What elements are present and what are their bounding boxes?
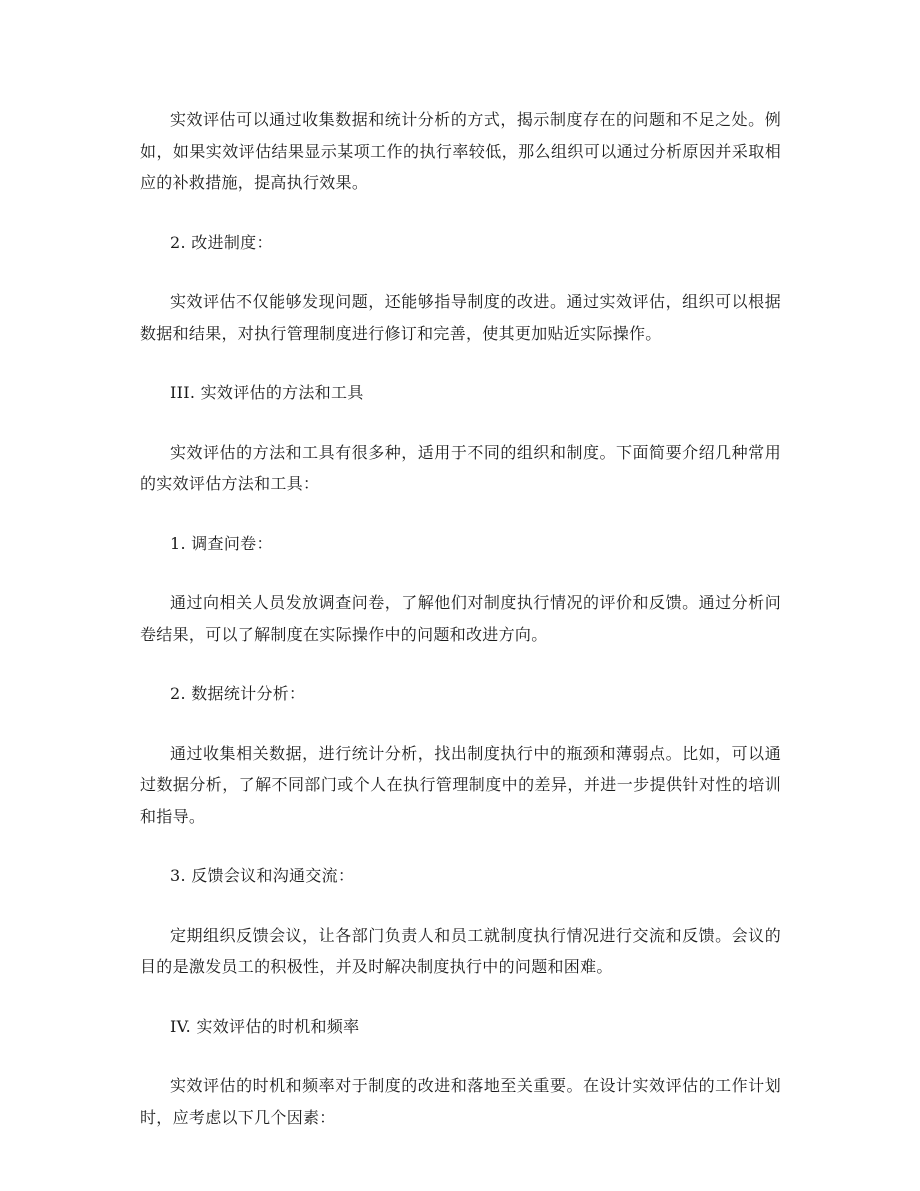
paragraph-statistics: 通过收集相关数据，进行统计分析，找出制度执行中的瓶颈和薄弱点。比如，可以通过数据分析，了解不同部门或个人在执行管理制度中的差异，并进一步提供针对性的培训和指导。 (140, 743, 781, 826)
paragraph-questionnaire: 通过向相关人员发放调查问卷，了解他们对制度执行情况的评价和反馈。通过分析问卷结果，可以了解制度在实际操作中的问题和改进方向。 (140, 593, 781, 644)
heading-statistics: 2. 数据统计分析： (170, 684, 306, 703)
paragraph-timing: 实效评估的时机和频率对于制度的改进和落地至关重要。在设计实效评估的工作计划时，应考虑以下几个因素： (140, 1076, 781, 1127)
paragraph-improve-system: 实效评估不仅能够发现问题，还能够指导制度的改进。通过实效评估，组织可以根据数据和结果，对执行管理制度进行修订和完善，使其更加贴近实际操作。 (140, 292, 781, 343)
document-body (140, 104, 781, 1133)
heading-section-iv: IV. 实效评估的时机和频率 (170, 1016, 360, 1036)
heading-section-iii: III. 实效评估的方法和工具 (170, 383, 364, 402)
heading-feedback-meetings: 3. 反馈会议和沟通交流： (170, 866, 355, 885)
heading-questionnaire: 1. 调查问卷： (170, 533, 273, 553)
paragraph-feedback-meetings: 定期组织反馈会议，让各部门负责人和员工就制度执行情况进行交流和反馈。会议的目的是激发员工的积极性，并及时解决制度执行中的问题和困难。 (140, 925, 781, 976)
heading-improve-system: 2. 改进制度： (170, 232, 273, 252)
paragraph-methods-intro: 实效评估的方法和工具有很多种，适用于不同的组织和制度。下面简要介绍几种常用的实效评估方法和工具： (140, 442, 781, 493)
paragraph-findings: 实效评估可以通过收集数据和统计分析的方式，揭示制度存在的问题和不足之处。例如，如果实效评估结果显示某项工作的执行率较低，那么组织可以通过分析原因并采取相应的补救措施，提高执行效果。 (140, 110, 781, 192)
